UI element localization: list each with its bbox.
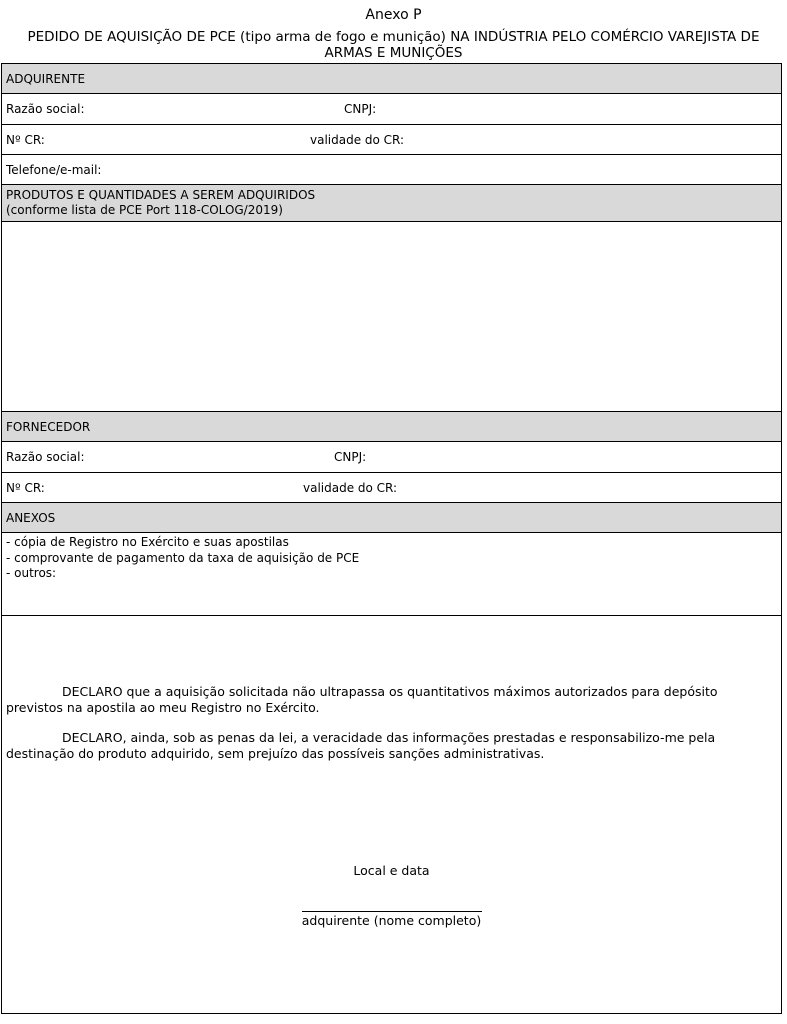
adquirente-razao-social-label: Razão social:	[6, 102, 85, 116]
document-title	[0, 29, 787, 61]
annex-label: Anexo P	[365, 7, 422, 23]
adquirente-cr-row[interactable]	[2, 125, 781, 155]
fornecedor-cr-row[interactable]	[2, 473, 781, 503]
section-anexos-header	[2, 503, 781, 533]
fornecedor-razao-social-row[interactable]	[2, 442, 781, 473]
section-produtos-subtitle: (conforme lista de PCE Port 118-COLOG/2019)	[6, 203, 283, 217]
declaration-paragraph-1	[6, 684, 776, 716]
section-produtos-title: PRODUTOS E QUANTIDADES A SEREM ADQUIRIDOS	[6, 188, 316, 202]
signature-line[interactable]	[302, 911, 482, 912]
produtos-entry-area[interactable]	[2, 222, 781, 412]
fornecedor-razao-social-label: Razão social:	[6, 450, 85, 464]
adquirente-telefone-label: Telefone/e-mail:	[6, 162, 102, 177]
declaration-text-1: DECLARO que a aquisição solicitada não ultrapassa os quantitativos máximos autorizados para depósito previstos na apostila ao meu Registro no Exército.	[6, 684, 718, 715]
anexo-item: - outros:	[6, 566, 57, 580]
adquirente-razao-social-row[interactable]	[2, 94, 781, 125]
declaration-text-2: DECLARO, ainda, sob as penas da lei, a veracidade das informações prestadas e responsabilizo-me pela destinação do produto adquirido, sem prejuízo das possíveis sanções administrativas.	[6, 730, 716, 761]
section-adquirente-title: ADQUIRENTE	[6, 71, 86, 86]
signature-label: adquirente (nome completo)	[301, 913, 482, 928]
fornecedor-cr-label: Nº CR:	[6, 480, 45, 495]
adquirente-validade-cr-label: validade do CR:	[310, 132, 405, 147]
adquirente-cnpj-label: CNPJ:	[344, 102, 377, 116]
request-form	[1, 63, 782, 1014]
local-data-label: Local e data	[353, 863, 430, 878]
document-title-line2: ARMAS E MUNIÇÕES	[324, 45, 463, 61]
section-produtos-header	[2, 185, 781, 222]
section-fornecedor-title: FORNECEDOR	[6, 419, 91, 434]
adquirente-cr-label: Nº CR:	[6, 132, 45, 147]
document-title-line1: PEDIDO DE AQUISIÇÃO DE PCE (tipo arma de fogo e munição) NA INDÚSTRIA PELO COMÉRCIO VAREJISTA DE	[27, 29, 760, 45]
anexo-item: - comprovante de pagamento da taxa de aquisição de PCE	[6, 550, 360, 565]
section-adquirente-header	[2, 64, 781, 94]
fornecedor-validade-cr-label: validade do CR:	[303, 480, 398, 495]
anexos-list	[2, 533, 781, 616]
anexo-item: - cópia de Registro no Exército e suas apostilas	[6, 535, 289, 549]
section-anexos-title: ANEXOS	[6, 510, 56, 525]
adquirente-telefone-row[interactable]	[2, 155, 781, 185]
fornecedor-cnpj-label: CNPJ:	[334, 450, 367, 464]
declaration-paragraph-2	[6, 730, 776, 762]
section-fornecedor-header	[2, 412, 781, 442]
